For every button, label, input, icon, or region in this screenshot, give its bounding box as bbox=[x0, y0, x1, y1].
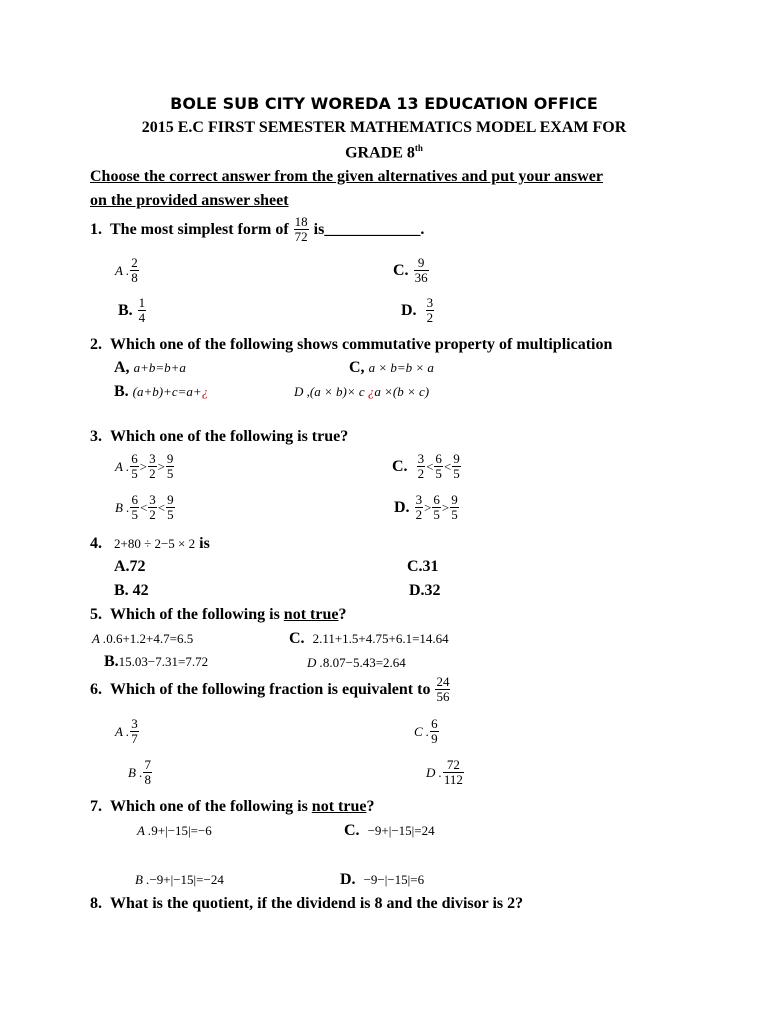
q3-d-op2: > bbox=[441, 499, 450, 515]
q3-d-label: D. bbox=[394, 498, 410, 516]
q7-option-c[interactable] bbox=[344, 822, 435, 840]
question-5 bbox=[90, 606, 346, 624]
q5-text-underlined: not true bbox=[283, 606, 339, 623]
q5-text-post: ? bbox=[338, 606, 347, 623]
q6-a-label: A . bbox=[115, 723, 130, 739]
instructions-line2: on the provided answer sheet bbox=[90, 192, 289, 209]
q6-a-num: 3 bbox=[131, 716, 138, 731]
q1-d-label: D. bbox=[401, 301, 417, 319]
q1-c-frac bbox=[414, 256, 429, 285]
q2-d-expr2: a ×(b × c) bbox=[374, 384, 430, 399]
q7-text: Which one of the following is bbox=[110, 798, 308, 815]
q4-tail: is bbox=[199, 535, 210, 552]
q7-b-label: B . bbox=[135, 872, 150, 887]
q3-c-frac3 bbox=[452, 452, 461, 481]
q3-b-d3: 5 bbox=[167, 507, 174, 522]
instructions-line1: Choose the correct answer from the given alternatives and put your answer bbox=[90, 168, 603, 185]
grade-text: GRADE 8 bbox=[345, 144, 415, 162]
q3-a-label: A . bbox=[115, 458, 130, 474]
q3-a-d1: 5 bbox=[131, 466, 138, 481]
q6-c-frac bbox=[430, 717, 439, 746]
q4-expr: 2+80 ÷ 2−5 × 2 bbox=[114, 536, 196, 551]
q1-b-num: 1 bbox=[138, 295, 146, 310]
q4-option-b[interactable]: B. 42 bbox=[114, 582, 149, 599]
q6-number: 6. bbox=[90, 680, 102, 698]
q7-c-label: C. bbox=[344, 822, 360, 839]
q5-text: Which of the following is bbox=[110, 606, 280, 623]
q3-d-n2: 6 bbox=[433, 492, 440, 507]
header-exam-title: 2015 E.C FIRST SEMESTER MATHEMATICS MODEL EXAM FOR bbox=[141, 119, 627, 136]
q6-c-den: 9 bbox=[431, 731, 438, 746]
q5-c-expr: 2.11+1.5+4.75+6.1=14.64 bbox=[312, 631, 449, 646]
q7-number: 7. bbox=[90, 798, 102, 815]
q1-d-frac bbox=[426, 296, 435, 325]
q1-b-den: 4 bbox=[138, 310, 146, 325]
q5-b-label: B. bbox=[104, 653, 119, 670]
q7-c-expr: −9+|−15|=24 bbox=[367, 823, 435, 838]
q3-b-n3: 9 bbox=[167, 492, 174, 507]
q5-a-label: A . bbox=[92, 631, 107, 646]
q3-a-d2: 2 bbox=[149, 466, 156, 481]
q1-text: The most simplest form of bbox=[110, 220, 289, 238]
q2-text: Which one of the following shows commutative property of multiplication bbox=[110, 336, 613, 353]
q3-option-c[interactable] bbox=[392, 452, 462, 481]
q3-c-op2: < bbox=[443, 458, 452, 474]
q3-option-b[interactable] bbox=[115, 493, 176, 522]
q6-frac-num: 24 bbox=[436, 674, 450, 689]
q3-a-frac1 bbox=[130, 452, 139, 481]
q6-d-label: D . bbox=[426, 764, 442, 780]
q3-option-d[interactable] bbox=[394, 493, 460, 522]
q5-a-expr: 0.6+1.2+4.7=6.5 bbox=[106, 631, 194, 646]
q6-option-a[interactable] bbox=[115, 717, 140, 746]
q7-text-post: ? bbox=[366, 798, 375, 815]
q5-d-label: D . bbox=[307, 655, 323, 670]
q3-c-label: C. bbox=[392, 457, 408, 475]
q5-option-d[interactable] bbox=[307, 654, 406, 672]
q4-option-c[interactable]: C.31 bbox=[407, 558, 439, 575]
q4-number: 4. bbox=[90, 535, 102, 552]
q2-option-a[interactable] bbox=[114, 359, 186, 377]
q1-a-den: 8 bbox=[131, 270, 138, 285]
q3-b-op2: < bbox=[157, 499, 166, 515]
q6-option-c[interactable] bbox=[414, 717, 440, 746]
q3-b-d2: 2 bbox=[149, 507, 156, 522]
q3-b-frac1 bbox=[130, 493, 139, 522]
q3-a-frac3 bbox=[166, 452, 175, 481]
q1-c-den: 36 bbox=[414, 270, 428, 285]
q1-option-d[interactable] bbox=[401, 296, 435, 325]
q2-b-label: B. bbox=[114, 383, 129, 400]
q1-option-c[interactable] bbox=[393, 256, 430, 285]
q3-d-d3: 5 bbox=[451, 507, 458, 522]
q7-a-label: A . bbox=[137, 823, 152, 838]
q2-a-label: A, bbox=[114, 359, 130, 376]
q3-b-d1: 5 bbox=[131, 507, 138, 522]
q2-d-label: D , bbox=[294, 384, 310, 399]
q3-d-n3: 9 bbox=[451, 492, 458, 507]
q7-b-expr: −9+|−15|=−24 bbox=[149, 872, 224, 887]
question-2 bbox=[90, 336, 612, 354]
q2-option-c[interactable] bbox=[349, 359, 434, 377]
q6-fraction bbox=[435, 675, 450, 704]
q1-c-label: C. bbox=[393, 261, 409, 279]
q3-text: Which one of the following is true? bbox=[110, 428, 349, 445]
q5-option-c[interactable] bbox=[289, 630, 449, 648]
question-6 bbox=[90, 675, 451, 704]
q3-d-frac3 bbox=[450, 493, 459, 522]
q3-c-frac1 bbox=[417, 452, 426, 481]
q1-d-den: 2 bbox=[426, 310, 434, 325]
q7-d-label: D. bbox=[340, 871, 356, 888]
q3-a-n3: 9 bbox=[166, 451, 174, 466]
q6-b-frac bbox=[143, 758, 152, 787]
q3-b-frac2 bbox=[148, 493, 157, 522]
q5-option-a[interactable] bbox=[92, 630, 193, 648]
question-4 bbox=[90, 535, 210, 553]
q3-option-a[interactable] bbox=[115, 452, 175, 481]
q3-a-n1: 6 bbox=[131, 451, 138, 466]
q2-c-label: C, bbox=[349, 359, 365, 376]
q3-d-d2: 5 bbox=[433, 507, 440, 522]
q6-text: Which of the following fraction is equivalent to bbox=[110, 680, 431, 698]
q1-c-num: 9 bbox=[417, 255, 425, 270]
question-8 bbox=[90, 895, 523, 913]
q2-option-d[interactable] bbox=[294, 383, 429, 401]
q2-c-expr: a × b=b × a bbox=[368, 360, 434, 375]
q6-option-b[interactable] bbox=[128, 758, 153, 787]
q5-number: 5. bbox=[90, 606, 102, 623]
q7-a-expr: 9+|−15|=−6 bbox=[151, 823, 212, 838]
q3-c-d1: 2 bbox=[417, 466, 425, 481]
q3-number: 3. bbox=[90, 428, 102, 445]
q3-b-n2: 3 bbox=[149, 492, 156, 507]
question-7 bbox=[90, 798, 374, 816]
q3-d-op1: > bbox=[424, 499, 432, 515]
q7-option-a[interactable] bbox=[137, 822, 212, 840]
q3-c-d2: 5 bbox=[435, 466, 442, 481]
q7-option-b[interactable] bbox=[135, 871, 224, 889]
q3-c-d3: 5 bbox=[453, 466, 460, 481]
q1-d-num: 3 bbox=[426, 295, 434, 310]
q5-d-expr: 8.07−5.43=2.64 bbox=[322, 655, 406, 670]
q2-b-glyph: ¿ bbox=[201, 384, 209, 399]
q5-c-label: C. bbox=[289, 630, 305, 647]
q1-a-label: A . bbox=[115, 262, 130, 278]
q3-a-op2: > bbox=[157, 458, 165, 474]
q1-option-b[interactable] bbox=[118, 296, 147, 325]
q6-d-frac bbox=[443, 758, 464, 787]
q2-d-expr1: (a × b)× c bbox=[309, 384, 368, 399]
q3-a-op1: > bbox=[139, 458, 148, 474]
q5-b-expr: 15.03−7.31=7.72 bbox=[118, 654, 209, 669]
q8-text: What is the quotient, if the dividend is 8 and the divisor is 2? bbox=[110, 895, 524, 912]
q3-c-n1: 3 bbox=[417, 451, 425, 466]
q2-number: 2. bbox=[90, 336, 102, 353]
header-office: BOLE SUB CITY WOREDA 13 EDUCATION OFFICE bbox=[170, 94, 598, 113]
q6-c-num: 6 bbox=[431, 716, 438, 731]
q8-number: 8. bbox=[90, 895, 102, 912]
q3-a-frac2 bbox=[148, 452, 157, 481]
q3-b-n1: 6 bbox=[131, 492, 138, 507]
q1-frac-num: 18 bbox=[294, 214, 308, 229]
q3-a-n2: 3 bbox=[149, 451, 156, 466]
q2-a-expr: a+b=b+a bbox=[133, 360, 186, 375]
q6-option-d[interactable] bbox=[426, 758, 465, 787]
q6-c-label: C . bbox=[414, 723, 430, 739]
q1-tail: is____________. bbox=[313, 220, 425, 238]
q7-text-underlined: not true bbox=[311, 798, 367, 815]
q7-d-expr: −9−|−15|=6 bbox=[363, 872, 425, 887]
q3-a-d3: 5 bbox=[166, 466, 174, 481]
grade-sup: th bbox=[414, 143, 423, 153]
q1-fraction bbox=[294, 215, 309, 244]
q1-b-label: B. bbox=[118, 301, 133, 319]
q1-frac-den: 72 bbox=[294, 229, 308, 244]
q3-c-n2: 6 bbox=[435, 451, 442, 466]
q3-b-op1: < bbox=[139, 499, 148, 515]
q3-c-op1: < bbox=[426, 458, 434, 474]
q5-option-b[interactable] bbox=[104, 653, 208, 671]
q6-frac-den: 56 bbox=[436, 689, 450, 704]
q1-a-num: 2 bbox=[131, 255, 138, 270]
q6-a-den: 7 bbox=[131, 731, 138, 746]
q3-d-frac1 bbox=[415, 493, 424, 522]
q6-d-den: 112 bbox=[443, 772, 463, 787]
q7-option-d[interactable] bbox=[340, 871, 424, 889]
q2-option-b[interactable] bbox=[114, 383, 208, 401]
q3-b-frac3 bbox=[166, 493, 175, 522]
q1-b-frac bbox=[138, 296, 147, 325]
q6-d-num: 72 bbox=[446, 757, 460, 772]
q2-d-glyph: ¿ bbox=[367, 384, 375, 399]
q3-d-d1: 2 bbox=[415, 507, 423, 522]
q3-d-frac2 bbox=[432, 493, 441, 522]
q6-a-frac bbox=[130, 717, 139, 746]
q1-a-frac bbox=[130, 256, 139, 285]
q6-b-num: 7 bbox=[144, 757, 151, 772]
q3-c-frac2 bbox=[434, 452, 443, 481]
q4-option-a[interactable]: A.72 bbox=[114, 558, 146, 575]
q1-option-a[interactable] bbox=[115, 256, 140, 285]
q6-b-label: B . bbox=[128, 764, 143, 780]
q4-option-d[interactable]: D.32 bbox=[409, 582, 441, 599]
q1-number: 1. bbox=[90, 220, 102, 238]
q3-b-label: B . bbox=[115, 499, 130, 515]
q2-b-expr: (a+b)+c=a+ bbox=[132, 384, 202, 399]
question-1 bbox=[90, 215, 424, 244]
q3-d-n1: 3 bbox=[415, 492, 423, 507]
q6-b-den: 8 bbox=[144, 772, 151, 787]
q3-c-n3: 9 bbox=[453, 451, 460, 466]
header-grade bbox=[0, 143, 768, 162]
question-3 bbox=[90, 428, 348, 446]
